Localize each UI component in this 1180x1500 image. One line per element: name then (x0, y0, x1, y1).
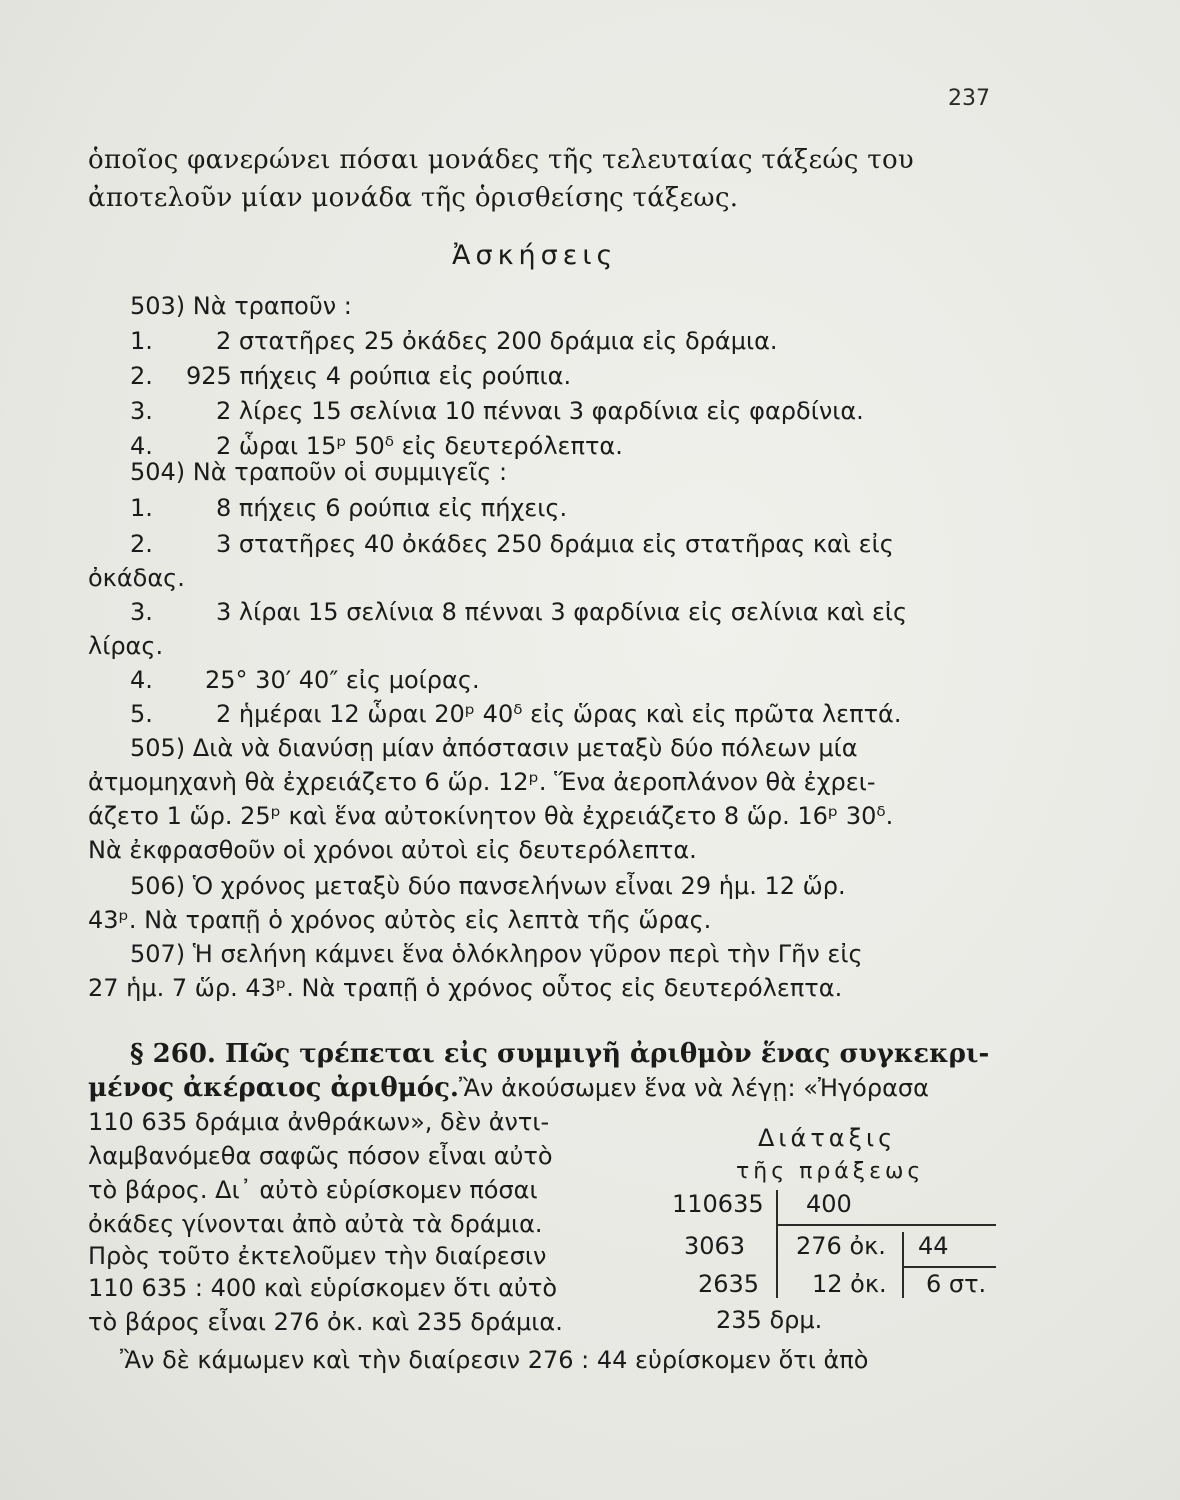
exercise-503-head: 503) Νὰ τραποῦν : (130, 292, 352, 320)
ex504-item-5: 2 ἡμέραι 12 ὧραι 20ᵖ 40ᵟ εἰς ὥρας καὶ εἰς πρῶτα λεπτά. (216, 700, 902, 728)
division-remainder-2: 2635 (698, 1270, 760, 1298)
page-number: 237 (948, 86, 990, 111)
intro-line-1: ὁποῖος φανερώνει πόσαι μονάδες τῆς τελευταίας τάξεώς του (88, 145, 915, 175)
ex505-line-2: ἀτμομηχανὴ θὰ ἐχρειάζετο 6 ὥρ. 12ᵖ. Ἕνα ἀεροπλάνον θὰ ἐχρει- (88, 768, 876, 796)
ex506-line-2: 43ᵖ. Νὰ τραπῇ ὁ χρόνος αὐτὸς εἰς λεπτὰ τῆς ὥρας. (88, 906, 712, 934)
ex504-item-3-cont: λίρας. (88, 632, 164, 660)
division-caption-2: τῆς πράξεως (736, 1159, 925, 1184)
section-260-heading-end: μένος ἀκέραιος ἀριθμός. (88, 1073, 459, 1103)
ex503-item-4: 2 ὧραι 15ᵖ 50ᵟ εἰς δευτερόλεπτα. (216, 432, 623, 460)
ex504-item-4-num: 4. (130, 666, 153, 694)
ex507-line-2: 27 ἡμ. 7 ὥρ. 43ᵖ. Νὰ τραπῇ ὁ χρόνος οὗτος εἰς δευτερόλεπτα. (88, 974, 843, 1002)
division-2-quotient: 6 στ. (926, 1270, 987, 1298)
ex503-item-3-num: 3. (130, 397, 153, 425)
division-second-remainder: 12 ὀκ. (812, 1270, 887, 1298)
ex503-item-3: 2 λίρες 15 σελίνια 10 πένναι 3 φαρδίνια εἰς φαρδίνια. (216, 397, 864, 425)
ex503-item-1: 2 στατῆρες 25 ὀκάδες 200 δράμια εἰς δράμια. (216, 327, 778, 355)
ex503-item-2: 925 πήχεις 4 ρούπια εἰς ρούπια. (186, 362, 572, 390)
division-2-divisor: 44 (918, 1232, 949, 1260)
ex503-item-2-num: 2. (130, 362, 153, 390)
ex504-item-2-cont: ὀκάδας. (88, 564, 185, 592)
division-divisor: 400 (806, 1190, 852, 1218)
ex504-item-3-num: 3. (130, 598, 153, 626)
intro-line-2: ἀποτελοῦν μίαν μονάδα τῆς ὁρισθείσης τάξεως. (88, 183, 739, 213)
section-260-heading-line-2 (88, 1072, 929, 1104)
division-2-vertical-rule (902, 1232, 904, 1298)
ex503-item-1-num: 1. (130, 327, 153, 355)
body-line: τὸ βάρος. Δι᾽ αὐτὸ εὑρίσκομεν πόσαι (88, 1176, 538, 1204)
division-final-remainder: 235 δρμ. (716, 1306, 823, 1334)
ex505-line-3: άζετο 1 ὥρ. 25ᵖ καὶ ἕνα αὐτοκίνητον θὰ ἐχρειάζετο 8 ὥρ. 16ᵖ 30ᵟ. (88, 802, 894, 830)
body-line: Πρὸς τοῦτο ἐκτελοῦμεν τὴν διαίρεσιν (88, 1242, 547, 1270)
division-dividend: 110635 (672, 1190, 764, 1218)
ex507-line-1: 507) Ἡ σελήνη κάμνει ἕνα ὁλόκληρον γῦρον περὶ τὴν Γῆν εἰς (130, 940, 863, 968)
body-line: 110 635 : 400 καὶ εὑρίσκομεν ὅτι αὐτὸ (88, 1274, 557, 1302)
ex504-item-2: 3 στατῆρες 40 ὀκάδες 250 δράμια εἰς στατῆρας καὶ εἰς (216, 530, 894, 558)
ex504-item-2-num: 2. (130, 530, 153, 558)
body-line-last: Ἂν δὲ κάμωμεν καὶ τὴν διαίρεσιν 276 : 44 εὑρίσκομεν ὅτι ἀπὸ (120, 1346, 869, 1374)
division-remainder-1: 3063 (684, 1232, 746, 1260)
body-line: 110 635 δράμια ἀνθράκων», δὲν ἀντι- (88, 1108, 550, 1136)
division-caption-1: Διάταξις (758, 1124, 897, 1152)
exercises-title: Ἀσκήσεις (452, 240, 618, 271)
body-line: ὀκάδες γίνονται ἀπὸ αὐτὰ τὰ δράμια. (88, 1210, 543, 1238)
section-260-intro: Ἂν ἀκούσωμεν ἕνα νὰ λέγῃ: «Ἠγόρασα (458, 1074, 929, 1102)
ex504-item-4: 25° 30′ 40″ εἰς μοίρας. (205, 666, 480, 694)
ex506-line-1: 506) Ὁ χρόνος μεταξὺ δύο πανσελήνων εἶναι 29 ἡμ. 12 ὥρ. (130, 872, 846, 900)
division-quotient: 276 ὀκ. (796, 1232, 886, 1260)
division-horizontal-rule (776, 1224, 996, 1226)
ex504-item-1: 8 πήχεις 6 ρούπια εἰς πήχεις. (216, 494, 568, 522)
exercise-504-head: 504) Νὰ τραποῦν οἱ συμμιγεῖς : (130, 458, 508, 486)
division-2-horizontal-rule (902, 1266, 996, 1268)
ex504-item-5-num: 5. (130, 700, 153, 728)
body-line: τὸ βάρος εἶναι 276 ὀκ. καὶ 235 δράμια. (88, 1308, 563, 1336)
ex505-line-1: 505) Διὰ νὰ διανύσῃ μίαν ἀπόστασιν μεταξὺ δύο πόλεων μία (130, 734, 858, 762)
ex504-item-1-num: 1. (130, 494, 153, 522)
ex505-line-4: Νὰ ἐκφρασθοῦν οἱ χρόνοι αὐτοὶ εἰς δευτερόλεπτα. (88, 836, 697, 864)
division-vertical-rule (776, 1190, 778, 1298)
ex503-item-4-num: 4. (130, 432, 153, 460)
ex504-item-3: 3 λίραι 15 σελίνια 8 πένναι 3 φαρδίνια εἰς σελίνια καὶ εἰς (216, 598, 908, 626)
body-line: λαμβανόμεθα σαφῶς πόσον εἶναι αὐτὸ (88, 1142, 553, 1170)
section-260-heading: § 260. Πῶς τρέπεται εἰς συμμιγῆ ἀριθμὸν ἕνας συγκεκρι- (130, 1039, 990, 1069)
